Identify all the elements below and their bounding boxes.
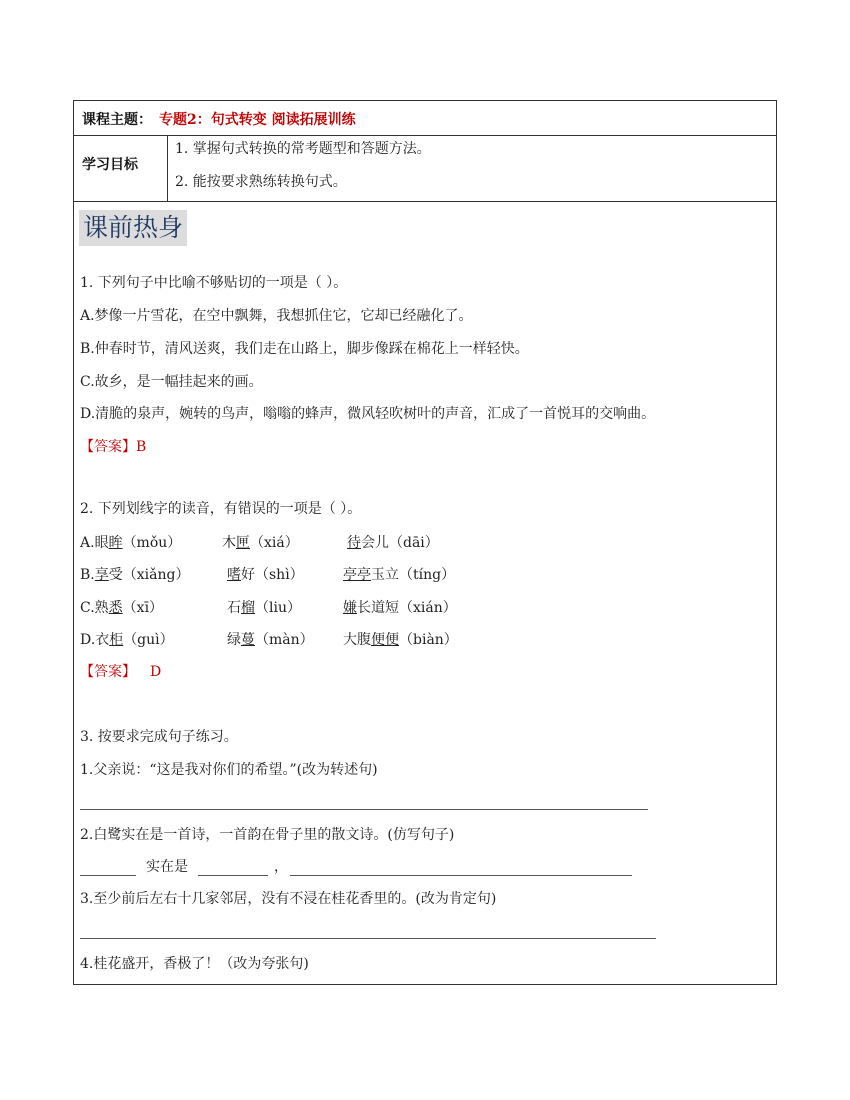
answer-blank-line[interactable] xyxy=(80,809,648,810)
answer-blank-line[interactable] xyxy=(290,875,632,876)
q1-option: A.梦像一片雪花，在空中飘舞，我想抓住它，它却已经融化了。 xyxy=(80,308,473,324)
q2-cell: 待会儿（dāi） xyxy=(347,535,439,551)
topic-value: 专题2：句式转变 阅读拓展训练 xyxy=(159,112,356,128)
answer-blank-line[interactable] xyxy=(80,875,136,876)
imitate-mid: 实在是 xyxy=(146,859,188,875)
q2-row: D.衣柜（guì） xyxy=(80,632,174,648)
q2-cell: 绿蔓（màn） xyxy=(227,632,314,648)
q1-answer xyxy=(80,437,146,457)
q2-cell: 嗜好（shì） xyxy=(227,567,304,583)
goal-row xyxy=(74,136,776,202)
answer-tag: 【答案】 xyxy=(80,439,136,455)
goal-item: 2. 能按要求熟练转换句式。 xyxy=(175,174,347,190)
q2-row: C.熟悉（xī） xyxy=(80,600,164,616)
q3-item: 3.至少前后左右十几家邻居，没有不浸在桂花香里的。(改为肯定句) xyxy=(80,891,497,907)
topic-row xyxy=(74,101,776,136)
answer-blank-line[interactable] xyxy=(198,875,268,876)
q1-option: B.仲春时节，清风送爽，我们走在山路上，脚步像踩在棉花上一样轻快。 xyxy=(80,341,529,357)
q2-answer xyxy=(80,662,161,682)
q3-item: 4.桂花盛开，香极了！（改为夸张句) xyxy=(80,956,309,972)
q2-cell: 嫌长道短（xián） xyxy=(343,600,457,616)
column-divider xyxy=(167,136,168,201)
answer-blank-line[interactable] xyxy=(80,938,656,939)
q1-option: D.清脆的泉声，婉转的鸟声，嗡嗡的蜂声，微风轻吹树叶的声音，汇成了一首悦耳的交响曲。 xyxy=(80,406,656,422)
q2-cell: 亭亭玉立（tíng） xyxy=(343,567,456,583)
q3-stem: 3. 按要求完成句子练习。 xyxy=(80,729,238,745)
imitate-comma: ， xyxy=(274,859,288,875)
goal-item: 1. 掌握句式转换的常考题型和答题方法。 xyxy=(175,141,431,157)
section-title: 课前热身 xyxy=(79,210,187,246)
topic-label: 课程主题： xyxy=(82,112,152,128)
q2-cell: 木匣（xiá） xyxy=(222,535,299,551)
answer-value: B xyxy=(136,439,147,455)
q2-cell: 大腹便便（biàn） xyxy=(343,632,458,648)
q1-stem: 1. 下列句子中比喻不够贴切的一项是（ ）。 xyxy=(80,275,348,291)
q2-row: B.享受（xiǎng） xyxy=(80,567,190,583)
q3-item: 1.父亲说：“这是我对你们的希望。”(改为转述句) xyxy=(80,762,378,778)
q2-stem: 2. 下列划线字的读音，有错误的一项是（ ）。 xyxy=(80,501,362,517)
q2-row: A.眼眸（mǒu） xyxy=(80,535,182,551)
q3-item: 2.白鹭实在是一首诗，一首韵在骨子里的散文诗。(仿写句子) xyxy=(80,827,455,843)
q1-option: C.故乡，是一幅挂起来的画。 xyxy=(80,374,263,390)
answer-tag: 【答案】 xyxy=(80,664,136,680)
goal-label: 学习目标 xyxy=(82,157,138,173)
answer-value: D xyxy=(150,664,162,680)
q2-cell: 石榴（liu） xyxy=(227,600,301,616)
worksheet xyxy=(73,100,777,985)
